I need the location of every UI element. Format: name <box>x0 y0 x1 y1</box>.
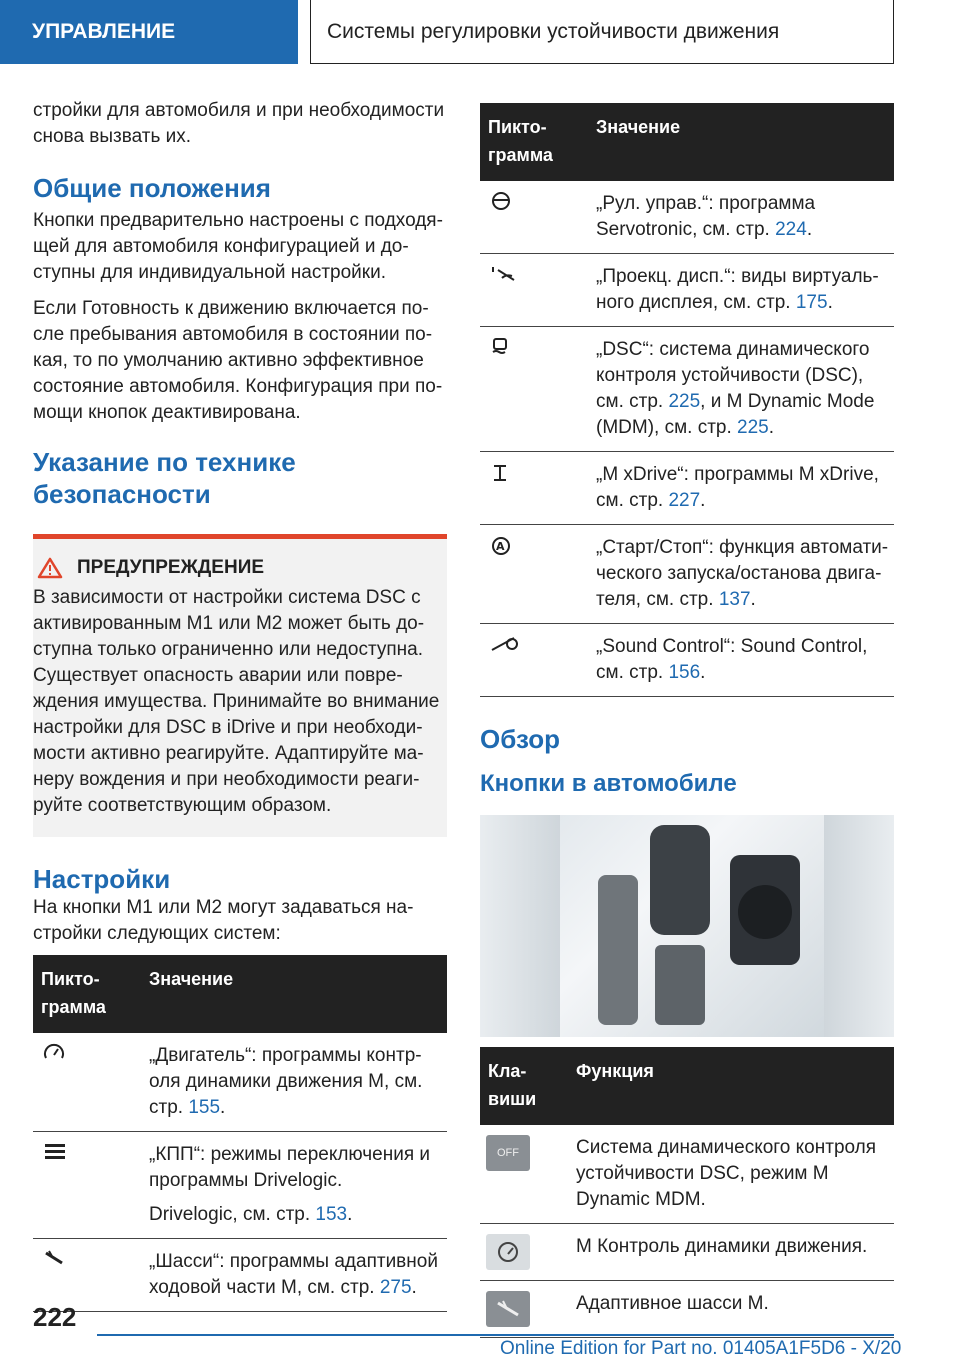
row-end: . <box>806 219 813 240</box>
row-text: „КПП“: режимы переключения и программы Drivelogic. <box>149 1144 431 1191</box>
row-end: . <box>700 662 706 683</box>
page-link[interactable]: 137 <box>718 589 751 610</box>
table-row <box>33 1239 447 1312</box>
col-pictogram: Пикто-грамма <box>480 103 588 181</box>
m-drive-gauge-key-icon <box>486 1234 530 1270</box>
row-end: . <box>411 1277 417 1298</box>
row-text: „Рул. управ.“: программа Servotronic, см. стр. <box>596 193 816 240</box>
start-stop-icon <box>490 535 512 557</box>
col-keys: Кла-виши <box>480 1047 568 1125</box>
row-text: „Старт/Стоп“: функция автомати-ческого запуска/останова двига-теля, см. стр. <box>596 537 889 610</box>
page-link[interactable]: 155 <box>188 1097 221 1118</box>
warning-triangle-icon <box>37 557 63 579</box>
safety-heading: Указание по технике безопасности <box>33 447 296 509</box>
section-tab: УПРАВЛЕНИЕ <box>0 0 298 64</box>
buttons-heading: Кнопки в автомобиле <box>480 770 737 797</box>
row-end: . <box>750 589 756 610</box>
row-text: „Двигатель“: программы контр-оля динамики движения M, см. стр. <box>149 1045 423 1118</box>
left-column <box>33 98 447 1312</box>
svg-text:A: A <box>496 540 505 553</box>
sound-icon <box>490 634 520 654</box>
row-end: . <box>827 292 833 313</box>
row-text: „Проекц. дисп.“: виды виртуаль-ного дисплея, см. стр. <box>596 266 879 313</box>
page-link[interactable]: 175 <box>795 292 828 313</box>
col-meaning: Значение <box>141 955 447 1033</box>
table-row <box>480 1125 894 1224</box>
right-column <box>480 103 894 1338</box>
key-function: Адаптивное шасси M. <box>568 1281 894 1338</box>
general-heading: Общие положения <box>33 173 271 203</box>
col-meaning: Значение <box>588 103 894 181</box>
page-header-title: Системы регулировки устойчивости движения <box>310 0 894 64</box>
right-settings-table <box>480 103 894 697</box>
key-function: M Контроль динамики движения. <box>568 1224 894 1281</box>
edition-text: Online Edition for Part no. 01405A1F5D6 - X/20 <box>500 1338 902 1359</box>
keys-table <box>480 1047 894 1338</box>
gauge-icon <box>43 1043 65 1061</box>
table-row <box>480 1281 894 1338</box>
shock-absorber-icon <box>43 1249 65 1267</box>
table-row <box>480 525 894 624</box>
dsc-off-key-icon: OFF <box>486 1135 530 1171</box>
row-mid: , и M Dynamic Mode (MDM), см. стр. <box>596 391 875 438</box>
footer-divider <box>97 1334 894 1336</box>
table-row <box>480 1224 894 1281</box>
row-end: . <box>220 1097 226 1118</box>
page-number: 222 <box>33 1302 77 1332</box>
row-end: . <box>700 490 706 511</box>
adaptive-chassis-key-icon <box>486 1291 530 1327</box>
row-text: „Sound Control“: Sound Control, см. стр. <box>596 636 868 683</box>
overview-heading: Обзор <box>480 724 560 754</box>
dsc-car-icon <box>490 337 510 357</box>
col-function: Функция <box>568 1047 894 1125</box>
table-row <box>480 452 894 525</box>
table-row <box>480 327 894 452</box>
col-pictogram: Пикто-грамма <box>33 955 141 1033</box>
table-row <box>480 181 894 254</box>
warning-box <box>33 534 447 837</box>
general-paragraph-2: Если Готовность к движению включается по-сле пребывания автомобиля в состоянии по-кая, то по умолчанию активно эффективное состояние автомобиля. Конфигурация при по-мощи кнопок деактивирована. <box>33 298 443 423</box>
gearbox-icon <box>43 1142 67 1160</box>
table-row <box>33 1132 447 1239</box>
settings-heading: Настройки <box>33 864 171 894</box>
left-settings-table <box>33 955 447 1312</box>
settings-text: На кнопки M1 или M2 могут задаваться на-стройки следующих систем: <box>33 897 414 944</box>
center-console-photo <box>480 815 894 1037</box>
head-up-display-icon <box>490 264 518 284</box>
row-text: „M xDrive“: программы M xDrive, см. стр. <box>596 464 879 511</box>
row-end: . <box>347 1204 353 1225</box>
steering-wheel-icon <box>490 191 512 211</box>
intro-text: стройки для автомобиля и при необходимости снова вызвать их. <box>33 100 445 147</box>
row-end: . <box>768 417 775 438</box>
page-link[interactable]: 225 <box>668 391 701 412</box>
xdrive-icon <box>490 462 510 484</box>
page-link[interactable]: 227 <box>668 490 701 511</box>
warning-text: В зависимости от настройки система DSC с активированным M1 или M2 может быть до-ступна только ограниченно или недоступна. Существует опасность аварии или повре-ждения имущества. Принимайте во внимание настройки для DSC в iDrive и при необходи-мости активно реагируйте. Адаптируйте ма-неру вождения и при необходимости реаги-руйте соответствующим образом. <box>33 587 440 816</box>
general-paragraph-1: Кнопки предварительно настроены с подходя-щей для автомобиля конфигурацией и до-ступны для индивидуальной настройки. <box>33 210 443 283</box>
page-link[interactable]: 224 <box>775 219 807 240</box>
row-text: „Шасси“: программы адаптивной ходовой части M, см. стр. <box>149 1251 438 1298</box>
page-link[interactable]: 153 <box>315 1204 348 1225</box>
key-function: Система динамического контроля устойчивости DSC, режим M Dynamic MDM. <box>568 1125 894 1224</box>
row-text-2: Drivelogic, см. стр. <box>149 1204 316 1225</box>
table-row <box>480 254 894 327</box>
page-link[interactable]: 156 <box>668 662 701 683</box>
page-link[interactable]: 275 <box>379 1277 412 1298</box>
warning-title: ПРЕДУПРЕЖДЕНИЕ <box>77 557 265 578</box>
table-row <box>33 1033 447 1132</box>
row-text: „DSC“: система динамического контроля устойчивости (DSC), см. стр. <box>596 339 870 412</box>
table-row <box>480 624 894 697</box>
page-link-2[interactable]: 225 <box>737 417 769 438</box>
